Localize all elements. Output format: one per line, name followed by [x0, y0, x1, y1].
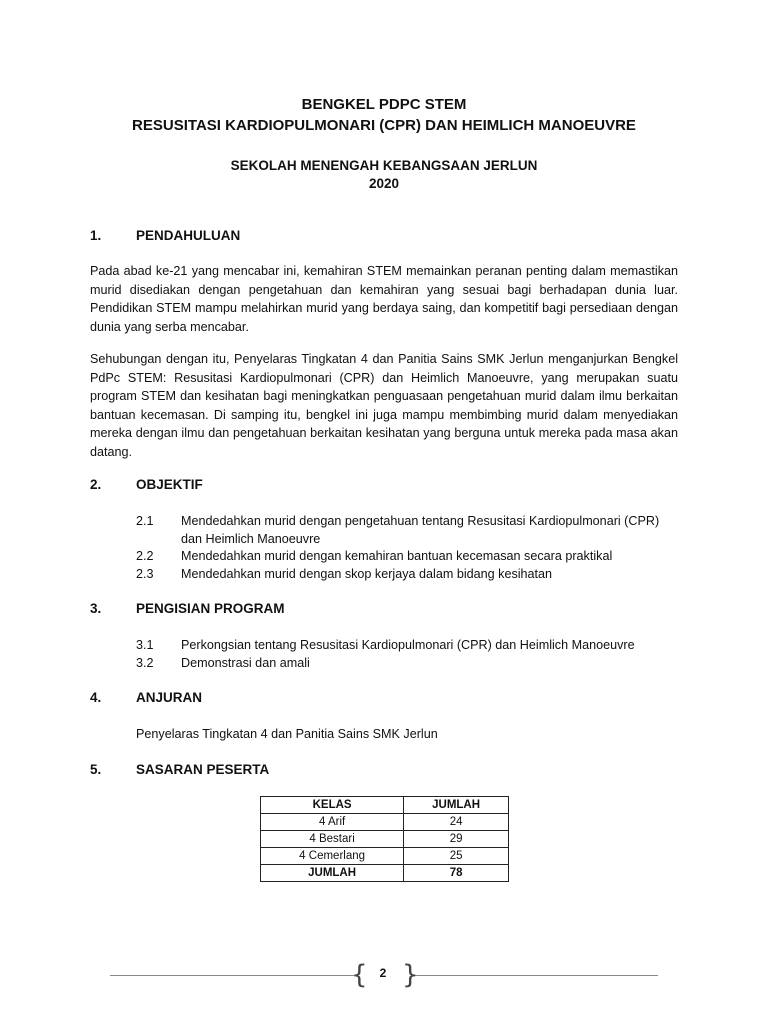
objective-number: 2.2: [136, 549, 154, 563]
table-cell-count: 29: [404, 831, 509, 848]
program-item-text: Demonstrasi dan amali: [181, 656, 310, 670]
section-2-number: 2.: [90, 477, 102, 492]
table-cell-count: 24: [404, 814, 509, 831]
organizer-text: Penyelaras Tingkatan 4 dan Panitia Sains SMK Jerlun: [136, 727, 438, 741]
document-title-line1: BENGKEL PDPC STEM: [301, 96, 467, 113]
objective-text: Mendedahkan murid dengan skop kerjaya dalam bidang kesihatan: [181, 567, 553, 581]
table-row: [261, 831, 509, 848]
section-1-paragraph-1: Pada abad ke-21 yang mencabar ini, kemahiran STEM memainkan peranan penting dalam memastikan murid disediakan dengan pengetahuan dan kemahiran yang sesuai bagi berhadapan dunia luar. Pendidikan STEM mampu melahirkan murid yang berdaya saing, dan kompetitif bagi persediaan dengan dunia yang serba mencabar.: [90, 264, 678, 334]
section-5-title: SASARAN PESERTA: [136, 762, 270, 777]
section-1-title: PENDAHULUAN: [136, 228, 241, 243]
table-row: [261, 848, 509, 865]
objective-text: Mendedahkan murid dengan kemahiran bantuan kecemasan secara praktikal: [181, 549, 613, 563]
document-year: 2020: [368, 176, 400, 191]
section-3-number: 3.: [90, 601, 102, 616]
objective-text: Mendedahkan murid dengan pengetahuan tentang Resusitasi Kardiopulmonari (CPR) dan Heimlich Manoeuvre: [181, 514, 660, 546]
footer-rule-right: [412, 975, 658, 976]
objective-number: 2.3: [136, 567, 154, 581]
school-name: SEKOLAH MENENGAH KEBANGSAAN JERLUN: [230, 158, 538, 173]
table-total-row: [261, 865, 509, 882]
table-total-label: JUMLAH: [261, 865, 404, 882]
section-1-number: 1.: [90, 228, 102, 243]
participant-table: [260, 796, 509, 882]
table-cell-class: 4 Bestari: [261, 831, 404, 848]
section-4-number: 4.: [90, 690, 102, 705]
section-1-paragraph-2: Sehubungan dengan itu, Penyelaras Tingkatan 4 dan Panitia Sains SMK Jerlun menganjurkan Bengkel PdPc STEM: Resusitasi Kardiopulmonari (CPR) dan Heimlich Manoeuvre, yang merupakan suatu program STEM dan kesihatan bagi meningkatkan penguasaan pengetahuan murid dalam ilmu berkaitan bantuan kecemasan. Di samping itu, bengkel ini juga mampu membimbing murid dalam menyediakan mereka dengan ilmu dan pengetahuan berkaitan kesihatan yang berguna untuk mereka pada masa akan datang.: [90, 352, 678, 459]
footer-rule-left: [110, 975, 354, 976]
document-title-line2: RESUSITASI KARDIOPULMONARI (CPR) DAN HEIMLICH MANOEUVRE: [132, 117, 636, 134]
table-cell-count: 25: [404, 848, 509, 865]
program-item-text: Perkongsian tentang Resusitasi Kardiopulmonari (CPR) dan Heimlich Manoeuvre: [181, 638, 635, 652]
page-number: 2: [379, 966, 387, 980]
table-header-jumlah: JUMLAH: [404, 797, 509, 814]
section-2-title: OBJEKTIF: [136, 477, 203, 492]
footer-bracket-left: {: [351, 960, 368, 990]
table-header-kelas: KELAS: [261, 797, 404, 814]
section-3-title: PENGISIAN PROGRAM: [136, 601, 285, 616]
table-cell-class: 4 Cemerlang: [261, 848, 404, 865]
table-cell-class: 4 Arif: [261, 814, 404, 831]
table-total-value: 78: [404, 865, 509, 882]
section-5-number: 5.: [90, 762, 102, 777]
program-item-number: 3.1: [136, 638, 154, 652]
program-item-number: 3.2: [136, 656, 154, 670]
objective-number: 2.1: [136, 514, 154, 528]
section-4-title: ANJURAN: [136, 690, 203, 705]
table-row: [261, 814, 509, 831]
footer-bracket-right: }: [402, 960, 419, 990]
table-header-row: [261, 797, 509, 814]
